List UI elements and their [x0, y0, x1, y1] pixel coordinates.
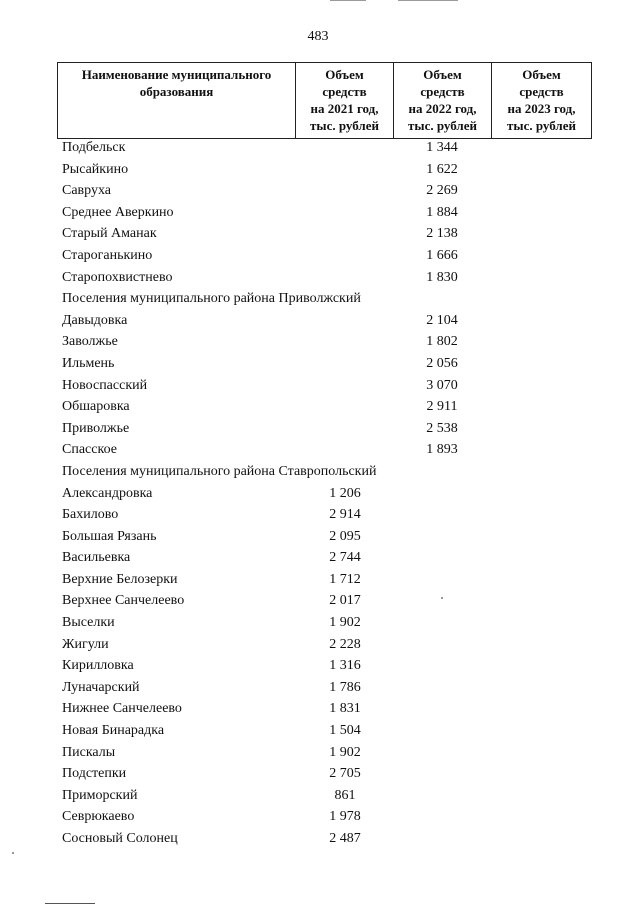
table-row — [0, 828, 636, 850]
municipality-name: Подстепки — [62, 766, 127, 782]
municipality-name: Васильевка — [62, 550, 131, 566]
table-body — [0, 137, 636, 850]
value-2022: 2 138 — [426, 226, 458, 242]
municipality-name: Рысайкино — [62, 161, 129, 177]
municipality-name: Приморский — [62, 787, 138, 803]
municipality-name: Верхние Белозерки — [62, 571, 178, 587]
page-number: 483 — [307, 29, 329, 44]
value-2022: 2 056 — [426, 355, 458, 371]
value-2021: 1 504 — [329, 723, 361, 739]
header-2022: Объем средств на 2022 год, тыс. рублей — [394, 63, 492, 139]
value-2022: 1 666 — [426, 247, 458, 263]
value-2022: 1 884 — [426, 204, 458, 220]
value-2021: 2 744 — [329, 550, 361, 566]
table-row — [0, 396, 636, 418]
value-2022: 1 802 — [426, 334, 458, 350]
table-row — [0, 569, 636, 591]
table-row — [0, 655, 636, 677]
municipality-name: Староганькино — [62, 247, 153, 263]
value-2022: 2 269 — [426, 183, 458, 199]
table-row — [0, 590, 636, 612]
value-2022: 1 893 — [426, 442, 458, 458]
table-row — [0, 483, 636, 505]
scan-artifact — [441, 597, 443, 599]
table-row — [0, 223, 636, 245]
value-2022: 2 104 — [426, 312, 458, 328]
municipality-name: Луначарский — [62, 679, 140, 695]
value-2022: 1 830 — [426, 269, 458, 285]
municipality-name: Заволжье — [62, 334, 118, 350]
municipality-name: Савруха — [62, 183, 112, 199]
section-heading — [0, 461, 636, 483]
value-2021: 2 487 — [329, 831, 361, 846]
table-row — [0, 763, 636, 785]
section-label: Поселения муниципального района Ставропольский — [62, 463, 377, 479]
value-2021: 2 095 — [329, 528, 361, 544]
table-row — [0, 785, 636, 807]
municipality-name: Давыдовка — [62, 312, 128, 328]
table-row — [0, 353, 636, 375]
table-row — [0, 137, 636, 159]
table-row — [0, 375, 636, 397]
table-row — [0, 245, 636, 267]
scan-artifact — [12, 852, 14, 854]
table-row — [0, 180, 636, 202]
value-2021: 2 705 — [329, 766, 361, 782]
value-2022: 1 622 — [426, 161, 458, 177]
municipality-name: Среднее Аверкино — [62, 204, 174, 220]
municipality-name: Приволжье — [62, 420, 130, 436]
scan-artifact — [398, 0, 458, 1]
municipality-name: Кирилловка — [62, 658, 134, 674]
municipality-name: Сосновый Солонец — [62, 831, 178, 846]
table-row — [0, 159, 636, 181]
municipality-name: Большая Рязань — [62, 528, 157, 544]
value-2022: 2 911 — [426, 399, 458, 415]
table-row — [0, 742, 636, 764]
table-row — [0, 526, 636, 548]
value-2021: 1 978 — [329, 809, 361, 825]
header-name: Наименование муниципального образования — [58, 63, 296, 139]
municipality-name: Обшаровка — [62, 399, 130, 415]
municipality-name: Подбельск — [62, 140, 126, 155]
municipality-name: Старопохвистнево — [62, 269, 173, 285]
value-2021: 2 914 — [329, 507, 361, 523]
table-row — [0, 267, 636, 289]
section-heading — [0, 288, 636, 310]
municipality-name: Александровка — [62, 485, 153, 501]
table-header — [57, 62, 592, 139]
municipality-name: Выселки — [62, 615, 115, 631]
value-2021: 861 — [334, 787, 356, 803]
table-row — [0, 634, 636, 656]
value-2021: 1 831 — [329, 701, 361, 717]
municipality-name: Старый Аманак — [62, 226, 157, 242]
table-row — [0, 677, 636, 699]
header-2021: Объем средств на 2021 год, тыс. рублей — [296, 63, 394, 139]
table-row — [0, 331, 636, 353]
scan-artifact — [330, 0, 366, 1]
table-row — [0, 806, 636, 828]
value-2022: 3 070 — [426, 377, 458, 393]
value-2021: 1 712 — [329, 571, 361, 587]
value-2021: 1 902 — [329, 615, 361, 631]
municipality-name: Новая Бинарадка — [62, 723, 165, 739]
value-2022: 2 538 — [426, 420, 458, 436]
municipality-name: Нижнее Санчелеево — [62, 701, 182, 717]
table-row — [0, 439, 636, 461]
municipality-name: Новоспасский — [62, 377, 148, 393]
value-2021: 1 786 — [329, 679, 361, 695]
municipality-name: Бахилово — [62, 507, 119, 523]
value-2021: 2 228 — [329, 636, 361, 652]
table-row — [0, 698, 636, 720]
value-2021: 1 902 — [329, 744, 361, 760]
municipality-name: Ильмень — [62, 355, 115, 371]
value-2021: 1 316 — [329, 658, 361, 674]
scan-artifact — [45, 903, 95, 904]
table-row — [0, 720, 636, 742]
table-row — [0, 310, 636, 332]
municipality-name: Спасское — [62, 442, 117, 458]
municipality-name: Пискалы — [62, 744, 116, 760]
value-2021: 1 206 — [329, 485, 361, 501]
municipality-name: Севрюкаево — [62, 809, 135, 825]
table-row — [0, 547, 636, 569]
municipality-name: Жигули — [62, 636, 109, 652]
table-row — [0, 504, 636, 526]
section-label: Поселения муниципального района Приволжский — [62, 291, 361, 307]
municipality-name: Верхнее Санчелеево — [62, 593, 185, 609]
header-2023: Объем средств на 2023 год, тыс. рублей — [492, 63, 592, 139]
table-row — [0, 202, 636, 224]
table-row — [0, 612, 636, 634]
table-row — [0, 418, 636, 440]
value-2022: 1 344 — [426, 140, 458, 155]
value-2021: 2 017 — [329, 593, 361, 609]
